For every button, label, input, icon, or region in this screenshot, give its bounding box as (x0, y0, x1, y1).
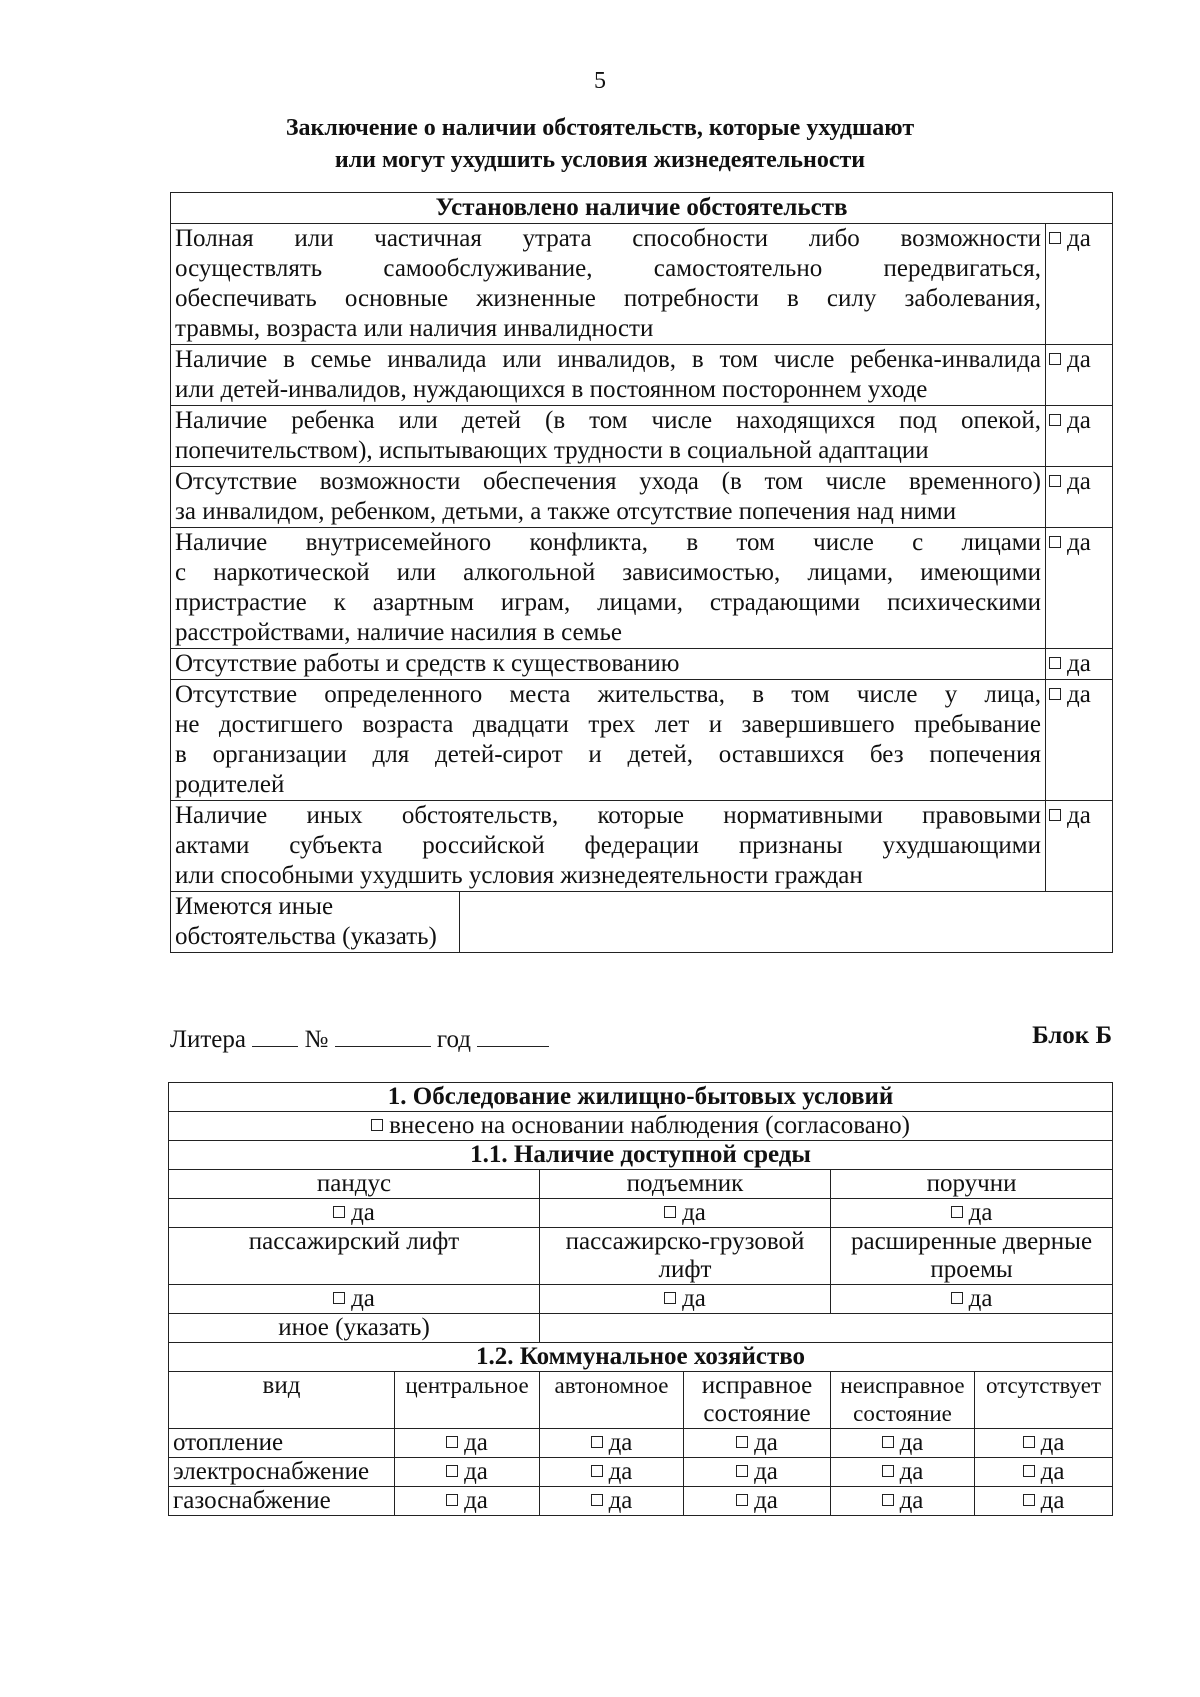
circumstance-yes[interactable] (1046, 528, 1113, 649)
year-field[interactable] (477, 1022, 549, 1047)
yes-label: да (1067, 225, 1091, 252)
checkbox-icon[interactable] (664, 1292, 676, 1304)
utility-row (169, 1487, 1113, 1516)
utilities-header-faulty: неисправное состояние (831, 1372, 975, 1429)
utility-yes[interactable] (831, 1487, 975, 1516)
year-label: год (436, 1026, 471, 1053)
circumstance-yes[interactable] (1046, 406, 1113, 467)
circumstance-yes[interactable] (1046, 224, 1113, 345)
circumstance-text (171, 801, 1046, 892)
utility-row (169, 1429, 1113, 1458)
circumstance-line: не достигшего возраста двадцати трех лет и завершившего пребывание (175, 711, 1041, 738)
utilities-header-row (169, 1372, 1113, 1429)
circumstance-text (171, 680, 1046, 801)
number-field[interactable] (335, 1022, 431, 1047)
access-lift-platform-label: подъемник (540, 1170, 831, 1199)
checkbox-icon[interactable] (951, 1206, 963, 1218)
utility-row (169, 1458, 1113, 1487)
yes-label: да (1067, 650, 1091, 677)
access-label-row-2 (169, 1228, 1113, 1285)
yes-label: да (608, 1429, 633, 1456)
checkbox-icon[interactable] (1023, 1465, 1035, 1477)
circumstance-line: за инвалидом, ребенком, детьми, а также отсутствие попечения над ними (175, 498, 957, 525)
checkbox-icon[interactable] (446, 1436, 458, 1448)
checkbox-icon[interactable] (1049, 232, 1061, 244)
utility-yes[interactable] (540, 1429, 684, 1458)
observation-note-row (169, 1112, 1113, 1141)
checkbox-icon[interactable] (591, 1494, 603, 1506)
document-title-line1: Заключение о наличии обстоятельств, которые ухудшают (285, 115, 915, 141)
yes-label: да (351, 1285, 375, 1312)
access-lift-platform-yes[interactable] (540, 1199, 831, 1228)
yes-label: да (464, 1429, 488, 1456)
other-circumstances-line2: обстоятельства (указать) (175, 923, 437, 950)
yes-label: да (1040, 1458, 1065, 1485)
circumstance-line: Полная или частичная утрата способности либо возможности (175, 225, 1041, 252)
observation-note: внесено на основании наблюдения (согласовано) (389, 1112, 910, 1139)
yes-label: да (968, 1199, 993, 1226)
living-conditions-table (168, 1082, 1113, 1516)
circumstance-text (171, 649, 1046, 680)
utility-name: газоснабжение (169, 1487, 395, 1516)
access-handrails-label: поручни (831, 1170, 1113, 1199)
circumstance-line: пристрастие к азартным играм, лицами, страдающими психическими (175, 589, 1041, 616)
circumstance-yes[interactable] (1046, 801, 1113, 892)
circumstance-row (171, 649, 1113, 680)
checkbox-icon[interactable] (882, 1436, 894, 1448)
utility-name: электроснабжение (169, 1458, 395, 1487)
litera-field[interactable] (252, 1022, 298, 1047)
checkbox-icon[interactable] (951, 1292, 963, 1304)
yes-label: да (1067, 407, 1091, 434)
circumstance-line: расстройствами, наличие насилия в семье (175, 619, 622, 646)
checkbox-icon[interactable] (1049, 414, 1061, 426)
checkbox-icon[interactable] (1049, 353, 1061, 365)
access-label-row (169, 1170, 1113, 1199)
utilities-header-type: вид (169, 1372, 395, 1429)
utility-yes[interactable] (395, 1429, 540, 1458)
yes-label: да (754, 1487, 778, 1514)
circumstance-line: Наличие иных обстоятельств, которые нормативными правовыми (175, 802, 1041, 829)
yes-label: да (464, 1458, 488, 1485)
circumstances-header-row (171, 193, 1113, 224)
utility-yes[interactable] (975, 1458, 1113, 1487)
circumstance-yes[interactable] (1046, 345, 1113, 406)
access-yes-row (169, 1199, 1113, 1228)
circumstance-line: Отсутствие определенного места жительства, в том числе у лица, (175, 681, 1041, 708)
observation-note-cell (169, 1112, 1113, 1141)
checkbox-icon[interactable] (1023, 1494, 1035, 1506)
access-other-field[interactable] (540, 1314, 1113, 1343)
yes-label: да (1067, 681, 1091, 708)
circumstances-table (170, 192, 1113, 953)
yes-label: да (1040, 1487, 1065, 1514)
accessible-env-title: 1.1. Наличие доступной среды (169, 1141, 1113, 1170)
yes-label: да (608, 1458, 633, 1485)
circumstance-text (171, 406, 1046, 467)
checkbox-icon[interactable] (882, 1494, 894, 1506)
checkbox-icon[interactable] (1049, 475, 1061, 487)
utilities-header-absent: отсутствует (975, 1372, 1113, 1429)
utility-yes[interactable] (395, 1487, 540, 1516)
utilities-header-autonomous: автономное (540, 1372, 684, 1429)
circumstances-header: Установлено наличие обстоятельств (171, 193, 1113, 224)
circumstance-line: Наличие ребенка или детей (в том числе находящихся под опекой, (175, 407, 1041, 434)
circumstance-line: Наличие в семье инвалида или инвалидов, в том числе ребенка-инвалида (175, 346, 1041, 373)
circumstance-text (171, 467, 1046, 528)
access-handrails-yes[interactable] (831, 1199, 1113, 1228)
circumstance-line: или способными ухудшить условия жизнедеятельности граждан (175, 862, 863, 889)
other-circumstances-label (171, 892, 460, 952)
access-other-label: иное (указать) (169, 1314, 540, 1343)
checkbox-icon[interactable] (1049, 809, 1061, 821)
circumstance-row (171, 345, 1113, 406)
utility-yes[interactable] (395, 1458, 540, 1487)
checkbox-icon[interactable] (333, 1292, 345, 1304)
checkbox-icon[interactable] (591, 1465, 603, 1477)
yes-label: да (754, 1458, 778, 1485)
circumstance-line: осуществлять самообслуживание, самостоятельно передвигаться, (175, 255, 1041, 282)
access-wide-doors-label: расширенные дверные проемы (831, 1228, 1113, 1285)
utility-yes[interactable] (684, 1458, 831, 1487)
utility-yes[interactable] (540, 1458, 684, 1487)
circumstance-yes[interactable] (1046, 467, 1113, 528)
circumstance-row (171, 467, 1113, 528)
utility-name: отопление (169, 1429, 395, 1458)
block-label: Блок Б (1032, 1022, 1112, 1049)
access-ramp-yes[interactable] (169, 1199, 540, 1228)
accessible-env-title-row (169, 1141, 1113, 1170)
checkbox-icon[interactable] (333, 1206, 345, 1218)
circumstance-text (171, 345, 1046, 406)
utility-yes[interactable] (684, 1429, 831, 1458)
circumstance-line: обеспечивать основные жизненные потребности в силу заболевания, (175, 285, 1041, 312)
circumstance-row (171, 406, 1113, 467)
other-circumstances-field[interactable] (460, 892, 1112, 952)
checkbox-icon[interactable] (1023, 1436, 1035, 1448)
checkbox-icon[interactable] (1049, 657, 1061, 669)
checkbox-icon[interactable] (882, 1465, 894, 1477)
circumstance-line: травмы, возраста или наличия инвалидности (175, 315, 654, 342)
living-conditions-title-row (169, 1083, 1113, 1112)
circumstance-yes[interactable] (1046, 680, 1113, 801)
checkbox-icon[interactable] (591, 1436, 603, 1448)
circumstance-line: родителей (175, 771, 285, 798)
document-title (0, 112, 1200, 176)
yes-label: да (1067, 468, 1091, 495)
yes-label: да (682, 1199, 706, 1226)
utility-yes[interactable] (975, 1429, 1113, 1458)
circumstance-line: или детей-инвалидов, нуждающихся в постоянном постороннем уходе (175, 376, 928, 403)
access-freight-lift-yes[interactable] (540, 1285, 831, 1314)
access-yes-row-2 (169, 1285, 1113, 1314)
checkbox-icon[interactable] (446, 1465, 458, 1477)
yes-label: да (682, 1285, 706, 1312)
document-title-line2: или могут ухудшить условия жизнедеятельности (334, 147, 866, 173)
circumstance-row (171, 680, 1113, 801)
access-passenger-lift-yes[interactable] (169, 1285, 540, 1314)
yes-label: да (899, 1429, 924, 1456)
circumstance-line: с наркотической или алкогольной зависимостью, лицами, имеющими (175, 559, 1041, 586)
other-circumstances-row (171, 892, 1113, 953)
utilities-title: 1.2. Коммунальное хозяйство (169, 1343, 1113, 1372)
checkbox-icon[interactable] (371, 1119, 383, 1131)
checkbox-icon[interactable] (736, 1465, 748, 1477)
access-other-row (169, 1314, 1113, 1343)
yes-label: да (968, 1285, 993, 1312)
circumstance-text (171, 224, 1046, 345)
circumstance-line: Отсутствие возможности обеспечения ухода (в том числе временного) (175, 468, 1041, 495)
yes-label: да (754, 1429, 778, 1456)
circumstance-yes[interactable] (1046, 649, 1113, 680)
utility-yes[interactable] (684, 1487, 831, 1516)
checkbox-icon[interactable] (1049, 688, 1061, 700)
other-circumstances-cell (171, 892, 1113, 953)
circumstance-row (171, 528, 1113, 649)
circumstance-line: Наличие внутрисемейного конфликта, в том числе с лицами (175, 529, 1041, 556)
number-sign: № (304, 1026, 329, 1053)
yes-label: да (899, 1458, 924, 1485)
litera-label: Литера (170, 1026, 246, 1053)
yes-label: да (1067, 346, 1091, 373)
utility-yes[interactable] (831, 1429, 975, 1458)
yes-label: да (464, 1487, 488, 1514)
access-passenger-lift-label: пассажирский лифт (169, 1228, 540, 1285)
utility-yes[interactable] (831, 1458, 975, 1487)
yes-label: да (1067, 529, 1091, 556)
checkbox-icon[interactable] (664, 1206, 676, 1218)
utilities-title-row (169, 1343, 1113, 1372)
circumstance-text (171, 528, 1046, 649)
circumstance-line: Отсутствие работы и средств к существованию (175, 650, 680, 677)
access-wide-doors-yes[interactable] (831, 1285, 1113, 1314)
utility-yes[interactable] (975, 1487, 1113, 1516)
checkbox-icon[interactable] (736, 1436, 748, 1448)
page-number: 5 (594, 68, 606, 94)
living-conditions-title: 1. Обследование жилищно-бытовых условий (169, 1083, 1113, 1112)
utilities-header-working: исправное состояние (684, 1372, 831, 1429)
circumstance-row (171, 801, 1113, 892)
utilities-header-central: центральное (395, 1372, 540, 1429)
yes-label: да (1040, 1429, 1065, 1456)
yes-label: да (608, 1487, 633, 1514)
access-freight-lift-label: пассажирско-грузовой лифт (540, 1228, 831, 1285)
circumstance-line: актами субъекта российской федерации признаны ухудшающими (175, 832, 1041, 859)
circumstance-line: попечительством), испытывающих трудности в социальной адаптации (175, 437, 929, 464)
circumstance-row (171, 224, 1113, 345)
litera-line (170, 1022, 1112, 1056)
checkbox-icon[interactable] (446, 1494, 458, 1506)
access-ramp-label: пандус (169, 1170, 540, 1199)
checkbox-icon[interactable] (1049, 536, 1061, 548)
checkbox-icon[interactable] (736, 1494, 748, 1506)
yes-label: да (899, 1487, 924, 1514)
yes-label: да (351, 1199, 375, 1226)
yes-label: да (1067, 802, 1091, 829)
utility-yes[interactable] (540, 1487, 684, 1516)
circumstance-line: в организации для детей-сирот и детей, оставшихся без попечения (175, 741, 1041, 768)
other-circumstances-line1: Имеются иные (175, 893, 334, 920)
